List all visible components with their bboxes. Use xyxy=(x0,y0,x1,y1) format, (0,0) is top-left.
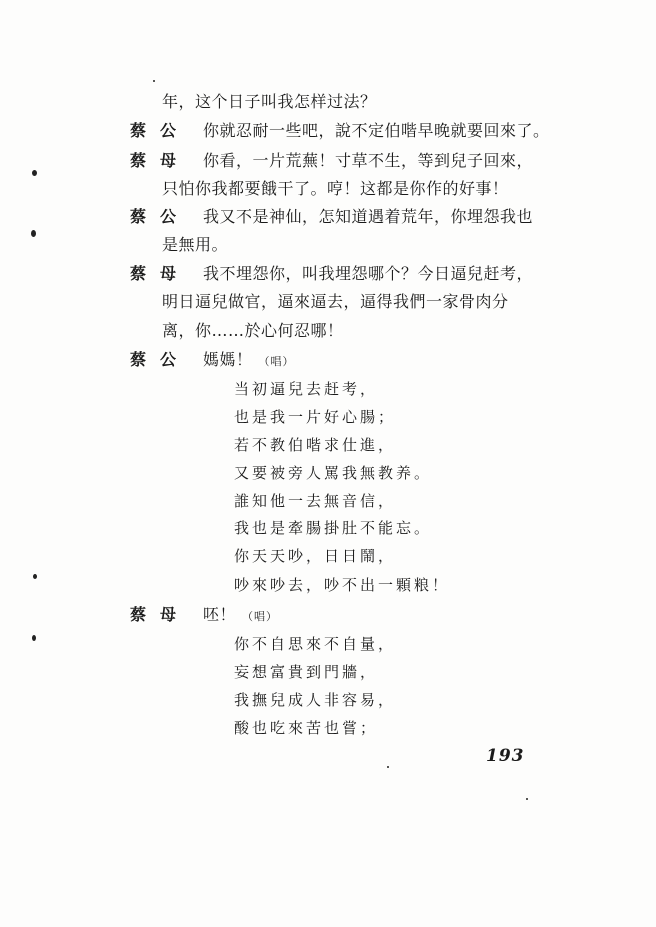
scan-speck xyxy=(32,170,37,176)
stage-direction-sing: （唱） xyxy=(242,610,279,623)
exclamation: 呸！ xyxy=(203,605,237,624)
song-verse-line: 妄想富貴到門牆， xyxy=(234,663,379,681)
stage-direction-sing: （唱） xyxy=(258,355,295,368)
song-verse-line: 也是我一片好心腸； xyxy=(234,408,397,426)
dialogue-line: 我不埋怨你，叫我埋怨哪个？今日逼兒赶考， xyxy=(203,264,534,283)
song-verse-line: 我也是牽腸掛肚不能忘。 xyxy=(234,519,433,537)
song-verse-line: 又要被旁人罵我無教养。 xyxy=(234,464,433,482)
song-verse-line: 酸也吃來苦也嘗； xyxy=(234,719,379,737)
page-number: 193 xyxy=(486,746,525,766)
speaker-label-cai-mu: 蔡母 xyxy=(130,151,191,170)
song-verse-line: 当初逼兒去赶考， xyxy=(234,380,379,398)
scan-speck xyxy=(32,635,36,641)
dialogue-line: 你看，一片荒蕪！寸草不生，等到兒子回來， xyxy=(203,151,534,170)
song-verse-line: 你不自思來不自量， xyxy=(234,635,397,653)
speaker-label-cai-mu: 蔡母 xyxy=(130,264,191,283)
dialogue-line: 离，你……於心何忍哪！ xyxy=(162,321,344,340)
speaker-label-cai-mu: 蔡母 xyxy=(130,605,191,624)
exclamation: 媽媽！ xyxy=(203,350,253,369)
song-verse-line: 你天天吵，日日鬧， xyxy=(234,547,397,565)
song-verse-line: 誰知他一去無音信， xyxy=(234,492,397,510)
speaker-label-cai-gong: 蔡公 xyxy=(130,350,191,369)
dialogue-line: 我又不是神仙，怎知道遇着荒年，你埋怨我也 xyxy=(203,207,534,226)
dialogue-line: 你就忍耐一些吧，說不定伯喈早晚就要回來了。 xyxy=(203,121,550,140)
dialogue-line xyxy=(203,604,278,628)
song-verse-line: 若不教伯喈求仕進， xyxy=(234,436,397,454)
song-verse-line: 吵來吵去，吵不出一顆粮！ xyxy=(234,576,451,594)
scan-speck xyxy=(387,766,389,768)
dialogue-line: 是無用。 xyxy=(162,235,229,254)
dialogue-line xyxy=(203,349,295,373)
speaker-label-cai-gong: 蔡公 xyxy=(130,207,191,226)
speaker-label-cai-gong: 蔡公 xyxy=(130,121,191,140)
dialogue-continuation: 年，这个日子叫我怎样过法？ xyxy=(162,92,377,111)
scan-speck xyxy=(526,798,528,800)
dialogue-line: 明日逼兒做官，逼來逼去，逼得我們一家骨肉分 xyxy=(162,292,509,311)
scan-speck xyxy=(153,80,155,82)
dialogue-line: 只怕你我都要餓干了。哼！这都是你作的好事！ xyxy=(162,179,509,198)
scan-speck xyxy=(33,574,37,579)
song-verse-line: 我撫兒成人非容易， xyxy=(234,691,397,709)
scan-speck xyxy=(31,230,36,237)
